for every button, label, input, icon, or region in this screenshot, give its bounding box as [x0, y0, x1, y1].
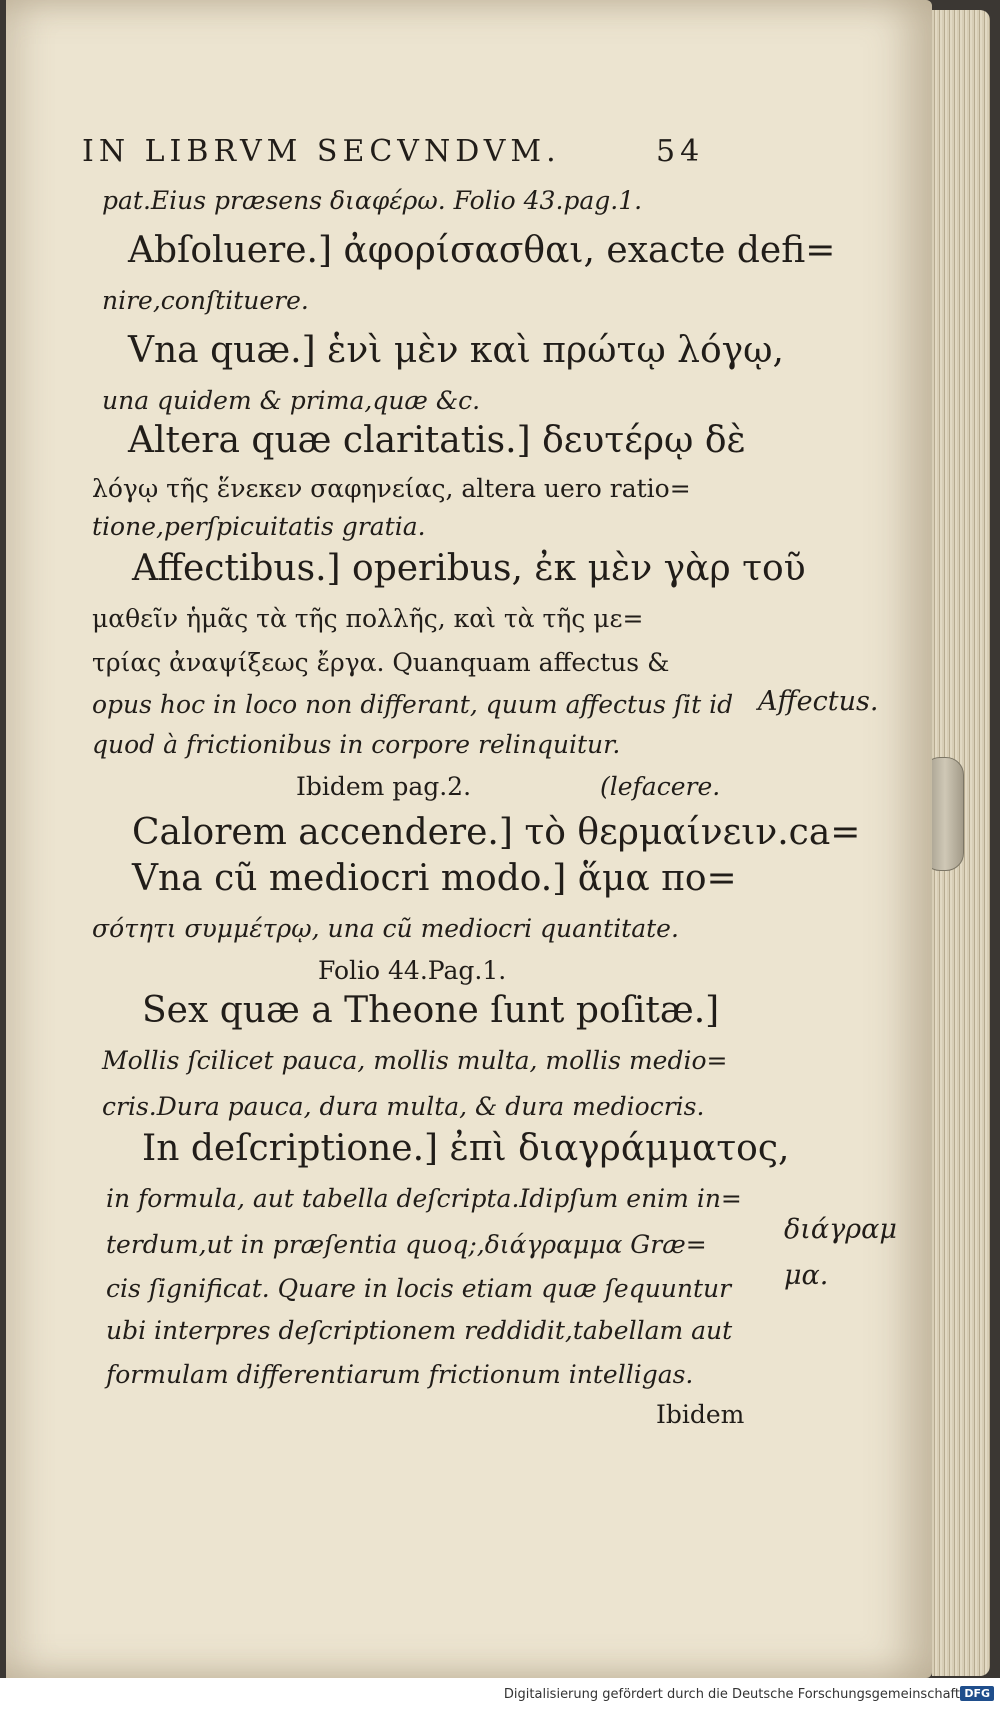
text-line-28: formulam differentiarum frictionum intelligas. — [106, 1360, 694, 1389]
text-line-3: nire,conſtituere. — [102, 286, 309, 315]
text-line-12: opus hoc in loco non differant, quum affectus ſit id — [92, 690, 734, 719]
text-line-20: Sex quæ a Theone ſunt poſitæ.] — [142, 990, 720, 1031]
text-line-23: In deſcriptione.] ἐπὶ διαγράμματος, — [142, 1128, 790, 1169]
margin-note-diagram-2: μα. — [784, 1260, 829, 1291]
text-line-8: tione,perſpicuitatis gratia. — [92, 512, 426, 541]
catchword: Ibidem — [656, 1400, 745, 1429]
text-line-16: Calorem accendere.] τὸ θερμαίνειν.ca= — [132, 812, 861, 853]
text-line-2: Abſoluere.] ἀφορίσασθαι, exacte defi= — [128, 230, 836, 271]
dfg-logo: DFG — [960, 1686, 994, 1701]
text-line-18: σότητι συμμέτρῳ, una cũ mediocri quantitate. — [92, 914, 679, 943]
digitization-footer — [0, 1678, 1000, 1709]
text-line-10: μαθεῖν ἡμᾶς τὰ τῆς πολλῆς, καὶ τὰ τῆς με= — [92, 604, 644, 633]
page-number: 54 — [656, 134, 705, 169]
text-line-4: Vna quæ.] ἑνὶ μὲν καὶ πρώτῳ λόγῳ, — [128, 330, 784, 371]
book-page — [6, 0, 932, 1678]
text-line-6: Altera quæ claritatis.] δευτέρῳ δὲ — [128, 420, 746, 461]
text-line-24: in formula, aut tabella deſcripta.Idipſum enim in= — [106, 1184, 742, 1213]
text-line-22: cris.Dura pauca, dura multa, & dura mediocris. — [102, 1092, 705, 1121]
footer-credit: Digitalisierung gefördert durch die Deutsche Forschungsgemeinschaft — [503, 1687, 960, 1702]
margin-note-affectus: Affectus. — [758, 686, 879, 717]
margin-note-diagram-1: διάγραμ — [784, 1214, 897, 1245]
text-line-13: quod à frictionibus in corpore relinquitur. — [92, 730, 621, 759]
text-line-19: Folio 44.Pag.1. — [318, 956, 507, 985]
text-line-11: τρίας ἀναψίξεως ἔργα. Quanquam affectus & — [92, 648, 670, 677]
running-title: IN LIBRVM SECVNDVM. — [82, 134, 561, 169]
text-line-25: terdum,ut in præſentia quoq;,διάγραμμα Græ= — [106, 1230, 707, 1259]
text-line-7: λόγῳ τῆς ἕνεκεν σαφηνείας, altera uero ratio= — [92, 474, 691, 503]
text-line-27: ubi interpres deſcriptionem reddidit,tabellam aut — [106, 1316, 733, 1345]
text-line-17: Vna cũ mediocri modo.] ἅμα πο= — [132, 858, 737, 899]
text-line-1: pat.Eius præsens διαφέρω. Folio 43.pag.1. — [102, 186, 643, 215]
text-line-5: una quidem & prima,quæ &c. — [102, 386, 481, 415]
text-line-26: cis ſignificat. Quare in locis etiam quæ ſequuntur — [106, 1274, 732, 1303]
text-line-9: Affectibus.] operibus, ἐκ μὲν γὰρ τοῦ — [132, 548, 806, 589]
text-line-21: Mollis ſcilicet pauca, mollis multa, mollis medio= — [102, 1046, 728, 1075]
text-line-15: (lefacere. — [600, 772, 721, 801]
text-line-14: Ibidem pag.2. — [296, 772, 472, 801]
